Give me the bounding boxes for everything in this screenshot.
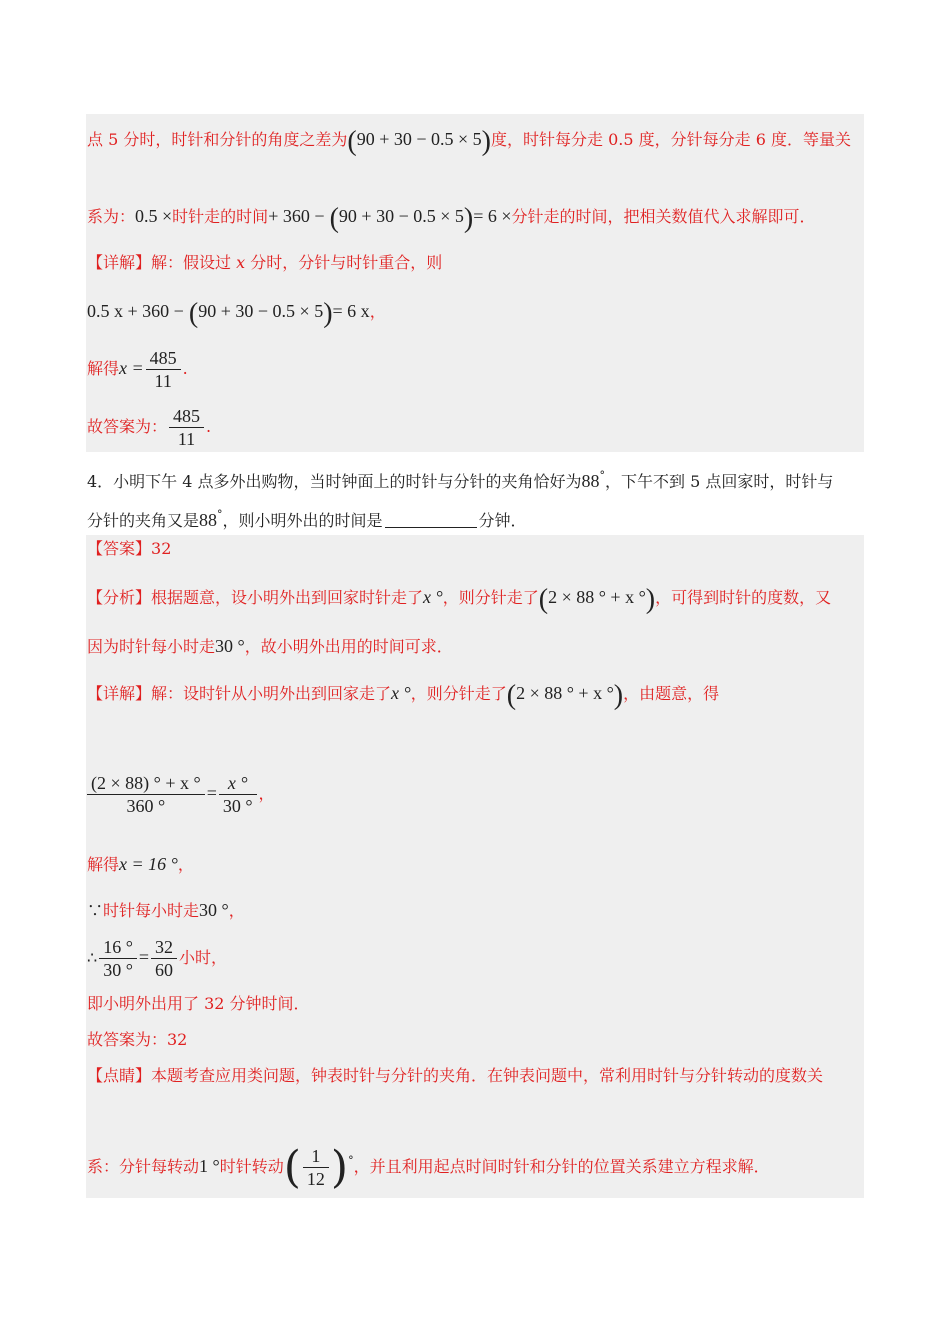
q4-stem-text: 4．小明下午 4 点多外出购物，当时钟面上的时针与分针的夹角恰好为 <box>87 472 582 491</box>
q4-detail-line: 【详解】解：设时针从小明外出到回家走了x °，则分针走了(2 × 88 ° + x °)，由题意，得 <box>87 680 720 711</box>
q3-expr: 0.5 × <box>135 206 173 226</box>
q4-stem-text: 分针的夹角又是 <box>87 511 200 530</box>
degree-symbol: ° <box>599 469 606 482</box>
q4-answer-line <box>87 539 171 559</box>
q3-analysis-text: 时针走的时间 <box>172 207 269 226</box>
q3-detail-text: 解：假设过 <box>151 253 237 272</box>
q3-solve-var: x = <box>119 358 144 378</box>
q4-stem-text: ，则小明外出的时间是 <box>222 511 383 530</box>
q4-solution-shade <box>86 535 864 1198</box>
q4-analysis-line1: 【分析】根据题意，设小明外出到回家时针走了x °，则分针走了(2 × 88 ° + x °)，可得到时针的度数，又 <box>87 584 832 615</box>
q4-analysis-text: ，故小明外出用的时间可求． <box>244 637 453 656</box>
q3-equation-punct: ， <box>369 302 386 321</box>
q3-expr: = 6 × <box>473 206 512 226</box>
equals-sign: = <box>138 947 150 967</box>
q4-angle: 88 <box>581 471 600 491</box>
q4-ratio-line <box>87 934 227 981</box>
fraction-numerator: 32 <box>155 937 174 957</box>
q3-expr: + 360 − <box>268 206 325 226</box>
fraction-numerator: (2 × 88) ° + x ° <box>91 773 201 793</box>
q4-answer-value: 32 <box>151 539 172 558</box>
fraction-denominator: 60 <box>151 958 177 981</box>
q3-analysis-text: 系为： <box>87 207 136 226</box>
q3-detail-line <box>87 253 442 273</box>
period: . <box>206 417 212 436</box>
q3-equation-part: = 6 x <box>332 301 370 321</box>
q3-analysis-text: 度，时针每分走 0.5 度，分针每分走 6 度．等量关 <box>490 130 851 149</box>
fraction-denominator: 30 ° <box>219 794 257 817</box>
q4-analysis-var: x ° <box>423 587 443 607</box>
q3-analysis-line1: 点 5 分时，时针和分针的角度之差为(90 + 30 − 0.5 × 5)度，时针每分走 0.5 度，分针每分走 6 度．等量关 <box>87 126 851 157</box>
q4-because-text: 时针每小时走 <box>103 901 200 920</box>
q3-angle-diff-expr: 90 + 30 − 0.5 × 5 <box>356 129 482 149</box>
q4-because-value: 30 ° <box>199 900 229 920</box>
q4-comment-line2: 系：分针每转动1 °时针转动( $\frac{1}{12}$ )°，并且利用起点时间时针和分针的位置关系建立方程求解． <box>87 1142 770 1193</box>
q4-detail-var: x ° <box>391 683 411 703</box>
q4-analysis-30deg: 30 ° <box>215 636 245 656</box>
q4-comment-text: 时针转动 <box>219 1157 284 1176</box>
q3-detail-text: 分时，分针与时针重合，则 <box>245 253 443 272</box>
degree-symbol: ° <box>348 1154 354 1167</box>
detail-label: 【详解】 <box>87 253 152 272</box>
q4-eq-right-fraction <box>221 772 255 817</box>
answer-blank[interactable] <box>385 511 477 528</box>
q3-answer-fraction <box>171 405 202 450</box>
q4-conclusion-text: 即小明外出用了 32 分钟时间． <box>87 994 310 1013</box>
degree-symbol: ° <box>217 508 223 521</box>
q4-ratio-unit: 小时， <box>179 948 228 967</box>
q4-detail-text: 解：设时针从小明外出到回家走了 <box>151 684 392 703</box>
q3-answer-label: 故答案为： <box>87 417 168 436</box>
q4-solve-line <box>87 854 194 875</box>
q3-equation-part: 90 + 30 − 0.5 × 5 <box>198 301 324 321</box>
because-symbol: ∵ <box>87 901 104 920</box>
q3-solve-label: 解得 <box>87 359 120 378</box>
q4-solve-expr: x = 16 ° <box>119 854 178 874</box>
fraction-denominator: 30 ° <box>99 958 137 981</box>
period: . <box>182 359 188 378</box>
fraction-numerator: 1 <box>311 1146 321 1166</box>
fraction-denominator: 11 <box>169 427 204 450</box>
q4-eq-left-fraction <box>89 772 203 817</box>
q4-stem-line2 <box>87 505 527 531</box>
q3-solve-line <box>87 345 188 392</box>
fraction-numerator: x ° <box>227 773 248 793</box>
equals-sign: = <box>206 783 217 803</box>
q4-analysis-text: 因为时针每小时走 <box>87 637 216 656</box>
q4-final-answer <box>87 1030 187 1050</box>
q4-analysis-expr: 2 × 88 ° + x ° <box>548 587 646 607</box>
q3-detail-var: x <box>236 253 246 272</box>
punct: ， <box>228 901 245 920</box>
q3-solution-shade <box>86 114 864 452</box>
fraction-denominator: 360 ° <box>87 794 205 817</box>
q4-stem-text: ，下午不到 5 点回家时，时针与 <box>605 472 834 491</box>
q3-equation-part: 0.5 x + 360 − <box>87 301 184 321</box>
q3-analysis-text: 分针走的时间，把相关数值代入求解即可． <box>511 207 816 226</box>
q4-analysis-line2 <box>87 636 453 657</box>
fraction-denominator: 11 <box>146 369 181 392</box>
q3-equation: 0.5 x + 360 − (90 + 30 − 0.5 × 5)= 6 x， <box>87 298 386 329</box>
q4-solve-label: 解得 <box>87 855 120 874</box>
q4-detail-text: ，则分针走了 <box>410 684 507 703</box>
comment-label: 【点睛】 <box>87 1066 152 1085</box>
q4-ratio-fraction-left <box>101 936 135 981</box>
q4-ratio-fraction-right <box>153 936 175 981</box>
analysis-label: 【分析】 <box>87 588 152 607</box>
q4-angle: 88 <box>199 510 218 530</box>
q3-answer-line <box>87 404 211 450</box>
q4-comment-line1 <box>87 1066 823 1086</box>
answer-label: 【答案】 <box>87 539 152 558</box>
punct: ， <box>177 855 194 874</box>
q4-analysis-text: ，则分针走了 <box>442 588 539 607</box>
q4-detail-expr: 2 × 88 ° + x ° <box>516 683 614 703</box>
q3-expr: 90 + 30 − 0.5 × 5 <box>338 206 464 226</box>
fraction-numerator: 16 ° <box>103 937 133 957</box>
q4-comment-text: 本题考查应用类问题，钟表时针与分针的夹角．在钟表问题中，常利用时针与分针转动的度数关 <box>151 1066 824 1085</box>
q3-analysis-line2: 系为：0.5 ×时针走的时间+ 360 − (90 + 30 − 0.5 × 5)= 6 ×分针走的时间，把相关数值代入求解即可． <box>87 203 816 234</box>
q4-comment-fraction <box>305 1145 327 1190</box>
q4-comment-text: ，并且利用起点时间时针和分针的位置关系建立方程求解． <box>353 1157 770 1176</box>
q4-conclusion <box>87 994 310 1014</box>
therefore-symbol: ∴ <box>87 948 98 967</box>
fraction-denominator: 12 <box>303 1167 329 1190</box>
q4-stem-line1 <box>87 466 833 492</box>
q4-because-line <box>87 900 245 921</box>
fraction-numerator: 485 <box>173 406 201 426</box>
q3-solve-fraction <box>148 347 179 392</box>
q4-analysis-text: 根据题意，设小明外出到回家时针走了 <box>151 588 424 607</box>
q4-comment-text: 系：分针每转动 <box>87 1157 200 1176</box>
punct: ， <box>258 784 275 803</box>
q3-analysis-text: 点 5 分时，时针和分针的角度之差为 <box>87 130 348 149</box>
q4-analysis-text: ，可得到时针的度数，又 <box>655 588 832 607</box>
detail-label: 【详解】 <box>87 684 152 703</box>
q4-final-answer-text: 故答案为：32 <box>87 1030 188 1049</box>
q4-comment-1deg: 1 ° <box>199 1156 220 1176</box>
q4-detail-text: ，由题意，得 <box>623 684 720 703</box>
q4-stem-text: 分钟． <box>478 511 527 530</box>
fraction-numerator: 485 <box>149 348 177 368</box>
q4-equation <box>85 770 275 817</box>
